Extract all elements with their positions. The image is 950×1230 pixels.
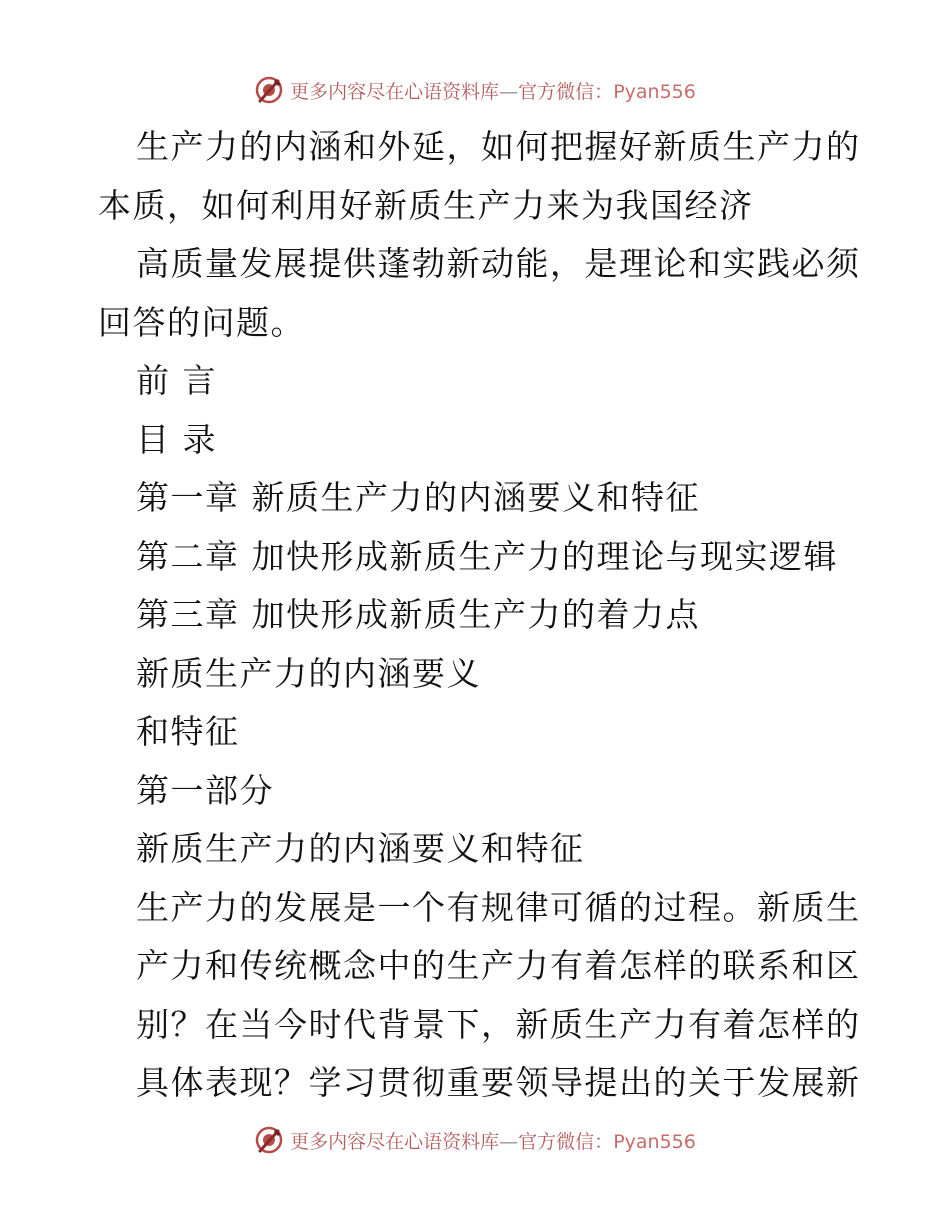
text-line-2: 本质，如何利用好新质生产力来为我国经济 — [98, 185, 754, 225]
text-line-1: 生产力的内涵和外延，如何把握好新质生产力的 — [136, 127, 861, 166]
toc-item-chapter-1: 第一章 新质生产力的内涵要义和特征 — [136, 478, 700, 517]
text-line-14: 生产力的发展是一个有规律可循的过程。新质生 — [136, 887, 861, 927]
watermark-contact: 官方微信： — [518, 80, 614, 103]
text-line-16: 别？在当今时代背景下，新质生产力有着怎样的 — [136, 1004, 861, 1044]
footer-watermark — [0, 1120, 950, 1160]
section-heading-preface: 前 言 — [136, 361, 217, 400]
watermark-id: Pyan556 — [613, 1130, 696, 1153]
watermark-contact: 官方微信： — [518, 1130, 614, 1153]
part-title: 新质生产力的内涵要义和特征 — [136, 829, 585, 868]
watermark-id: Pyan556 — [613, 80, 696, 103]
toc-item-chapter-3: 第三章 加快形成新质生产力的着力点 — [136, 595, 700, 634]
section-heading-contents: 目 录 — [136, 419, 217, 459]
header-watermark — [0, 70, 950, 110]
text-line-3: 高质量发展提供蓬勃新动能，是理论和实践必须 — [136, 244, 861, 283]
subtitle-line-2: 和特征 — [136, 712, 240, 751]
subtitle-line-1: 新质生产力的内涵要义 — [136, 653, 481, 693]
text-line-15: 产力和传统概念中的生产力有着怎样的联系和区 — [136, 946, 861, 985]
watermark-text — [290, 1127, 696, 1154]
watermark-main: 更多内容尽在心语资料库 — [290, 80, 500, 103]
watermark-dash: — — [499, 80, 519, 103]
pen-logo-icon — [254, 1125, 284, 1155]
document-body — [98, 118, 861, 1113]
part-heading: 第一部分 — [136, 770, 274, 810]
text-line-17: 具体表现？学习贯彻重要领导提出的关于发展新 — [136, 1063, 861, 1102]
watermark-dash: — — [499, 1130, 519, 1153]
text-line-4: 回答的问题。 — [98, 302, 305, 342]
watermark-main: 更多内容尽在心语资料库 — [290, 1130, 500, 1153]
pen-logo-icon — [254, 75, 284, 105]
watermark-text — [290, 77, 696, 104]
toc-item-chapter-2: 第二章 加快形成新质生产力的理论与现实逻辑 — [136, 536, 838, 576]
